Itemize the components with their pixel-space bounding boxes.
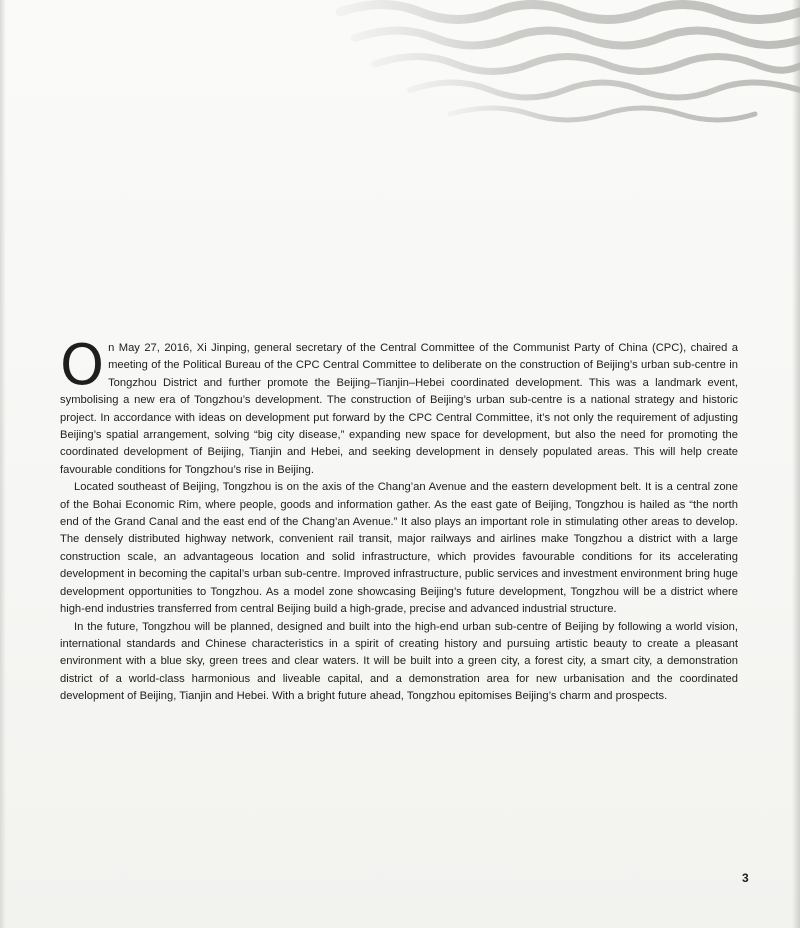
paragraph-1 (60, 333, 738, 479)
page-right-edge-shadow (792, 0, 800, 928)
decorative-waves-graphic (300, 0, 800, 130)
page-left-edge-shadow (0, 0, 6, 928)
body-text (60, 333, 738, 706)
drop-cap: O (60, 333, 105, 398)
paragraph-3: In the future, Tongzhou will be planned, designed and built into the high-end urban sub-centre of Beijing by following a world vision, international standards and Chinese characteristics in a spirit of creating history and pursuing artistic beauty to create a pleasant environment with a blue sky, green trees and clear waters. It will be built into a green city, a forest city, a smart city, a demonstration district of a world-class harmonious and liveable capital, and a demonstration area for new urbanisation and the coordinated development of Beijing, Tianjin and Hebei. With a bright future ahead, Tongzhou epitomises Beijing’s charm and prospects. (60, 620, 738, 703)
paragraph-2: Located southeast of Beijing, Tongzhou is on the axis of the Chang’an Avenue and the eastern development belt. It is a central zone of the Bohai Economic Rim, where people, goods and information gather. As the east gate of Beijing, Tongzhou is hailed as “the north end of the Grand Canal and the east end of the Chang’an Avenue.” It also plays an important role in stimulating other areas to develop. The densely distributed highway network, convenient rail transit, major railways and airlines make Tongzhou a district with a large construction scale, an advantageous location and solid infrastructure, which provides favourable conditions for its accelerating development in becoming the capital’s urban sub-centre. Improved infrastructure, public services and investment environment bring huge development opportunities to Tongzhou. As a model zone showcasing Beijing’s future development, Tongzhou will be a district where high-end industries transferred from central Beijing build a high-grade, precise and advanced industrial structure. (60, 481, 738, 616)
page-number: 3 (742, 871, 749, 885)
paragraph-1-text: n May 27, 2016, Xi Jinping, general secretary of the Central Committee of the Communist Party of China (CPC), chaired a meeting of the Political Bureau of the CPC Central Committee to deliberate on the construction of Beijing’s urban sub-centre in Tongzhou District and further promote the Beijing–Tianjin–Hebei coordinated development. This was a landmark event, symbolising a new era of Tongzhou’s development. The construction of Beijing’s urban sub-centre is a national strategy and historic project. In accordance with ideas on development put forward by the CPC Central Committee, it’s not only the requirement of adjusting Beijing’s spatial arrangement, solving “big city disease,” expanding new space for development, but also the need for promoting the coordinated development of Beijing, Tianjin and Hebei, and seeking development in densely populated areas. This will help create favourable conditions for Tongzhou’s rise in Beijing. (60, 342, 738, 476)
